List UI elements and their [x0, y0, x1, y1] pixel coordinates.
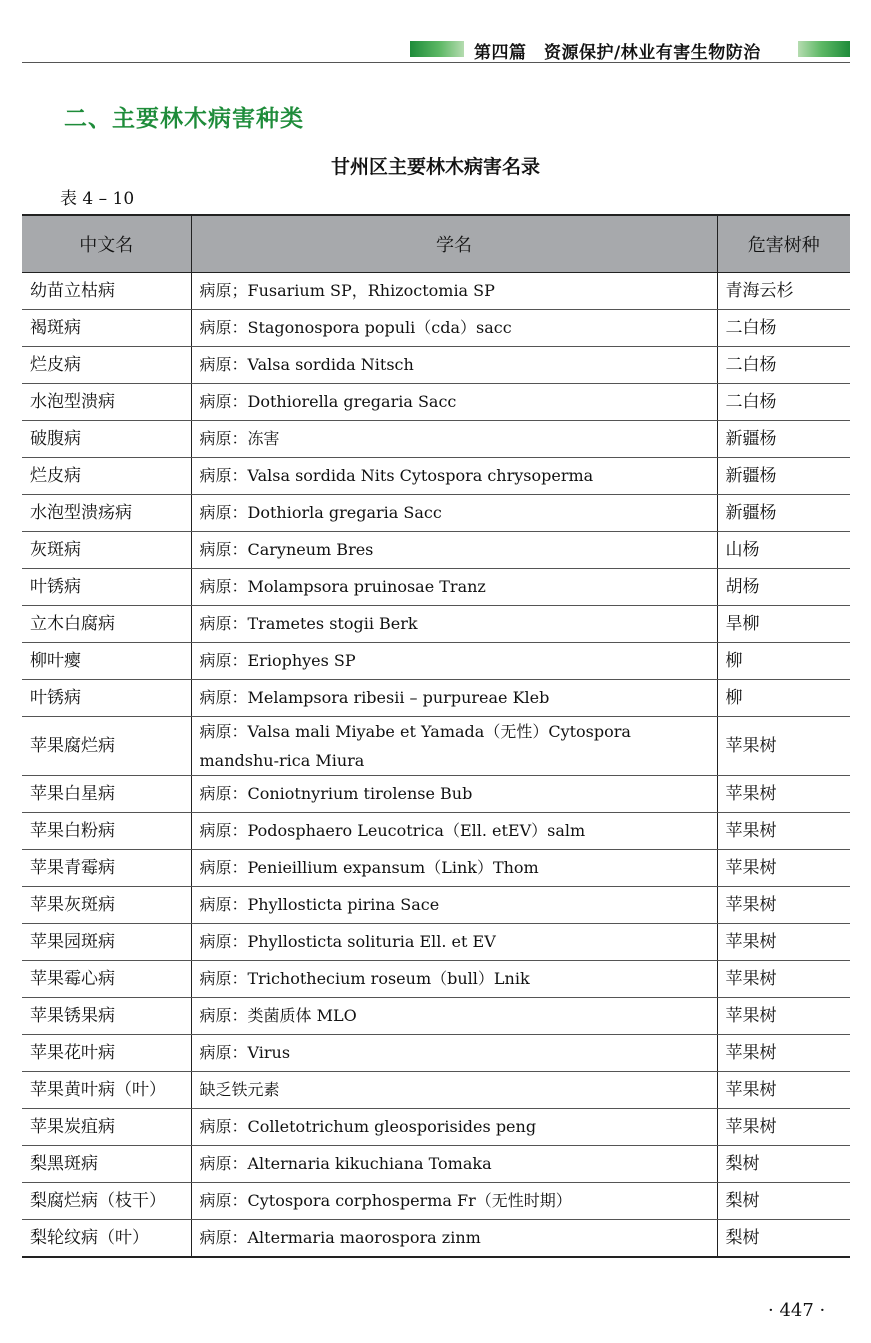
cell-host-tree: 梨树: [717, 1146, 850, 1183]
cell-scientific-name: 病原：Coniotnyrium tirolense Bub: [191, 776, 717, 813]
cell-scientific-name: 病原：Stagonospora populi（cda）sacc: [191, 310, 717, 347]
table-body: [22, 273, 850, 1257]
cell-host-tree: 柳: [717, 680, 850, 717]
cell-host-tree: 苹果树: [717, 961, 850, 998]
cell-scientific-name: 病原：Dothiorla gregaria Sacc: [191, 495, 717, 532]
cell-host-tree: 旱柳: [717, 606, 850, 643]
disease-table: [22, 214, 850, 1258]
cell-host-tree: 苹果树: [717, 1035, 850, 1072]
running-header: [22, 38, 850, 63]
table-row: [22, 887, 850, 924]
cell-host-tree: 青海云杉: [717, 273, 850, 310]
header-decor-bar-left: [410, 41, 464, 57]
table-row: [22, 717, 850, 776]
cell-chinese-name: 苹果腐烂病: [22, 717, 191, 776]
cell-host-tree: 二白杨: [717, 384, 850, 421]
cell-scientific-name: 病原：Melampsora ribesii – purpureae Kleb: [191, 680, 717, 717]
cell-chinese-name: 破腹病: [22, 421, 191, 458]
page-number: · 447 ·: [768, 1300, 826, 1321]
table-row: [22, 606, 850, 643]
running-header-text: 第四篇 资源保护/林业有害生物防治: [474, 43, 761, 63]
cell-host-tree: 苹果树: [717, 776, 850, 813]
table-number: 表 4 – 10: [60, 189, 135, 209]
cell-scientific-name: 病原：Eriophyes SP: [191, 643, 717, 680]
table-header-row: [22, 215, 850, 273]
table-row: [22, 961, 850, 998]
cell-chinese-name: 苹果白星病: [22, 776, 191, 813]
cell-host-tree: 苹果树: [717, 813, 850, 850]
cell-host-tree: 二白杨: [717, 347, 850, 384]
cell-chinese-name: 烂皮病: [22, 347, 191, 384]
cell-scientific-name: 病原：类菌质体 MLO: [191, 998, 717, 1035]
cell-chinese-name: 苹果白粉病: [22, 813, 191, 850]
cell-host-tree: 苹果树: [717, 924, 850, 961]
cell-host-tree: 柳: [717, 643, 850, 680]
table-row: [22, 421, 850, 458]
cell-chinese-name: 幼苗立枯病: [22, 273, 191, 310]
cell-host-tree: 新疆杨: [717, 495, 850, 532]
table-row: [22, 924, 850, 961]
cell-scientific-name: 病原：Phyllosticta pirina Sace: [191, 887, 717, 924]
cell-chinese-name: 叶锈病: [22, 569, 191, 606]
cell-scientific-name: 病原：Valsa sordida Nits Cytospora chrysoperma: [191, 458, 717, 495]
cell-host-tree: 梨树: [717, 1183, 850, 1220]
cell-host-tree: 苹果树: [717, 998, 850, 1035]
cell-scientific-name: 病原：Valsa sordida Nitsch: [191, 347, 717, 384]
cell-host-tree: 苹果树: [717, 887, 850, 924]
cell-chinese-name: 叶锈病: [22, 680, 191, 717]
table-row: [22, 384, 850, 421]
cell-host-tree: 苹果树: [717, 850, 850, 887]
cell-host-tree: 二白杨: [717, 310, 850, 347]
cell-scientific-name: 病原：Valsa mali Miyabe et Yamada（无性）Cytospora mandshu-rica Miura: [191, 717, 717, 776]
cell-chinese-name: 梨黑斑病: [22, 1146, 191, 1183]
cell-host-tree: 苹果树: [717, 717, 850, 776]
cell-chinese-name: 苹果锈果病: [22, 998, 191, 1035]
table-row: [22, 347, 850, 384]
column-header-host-tree: 危害树种: [717, 215, 850, 273]
cell-scientific-name: 病原：Virus: [191, 1035, 717, 1072]
cell-host-tree: 苹果树: [717, 1109, 850, 1146]
cell-chinese-name: 苹果花叶病: [22, 1035, 191, 1072]
cell-scientific-name: 病原：Colletotrichum gleosporisides peng: [191, 1109, 717, 1146]
cell-scientific-name: 病原：Penieillium expansum（Link）Thom: [191, 850, 717, 887]
cell-chinese-name: 立木白腐病: [22, 606, 191, 643]
cell-scientific-name: 病原：Phyllosticta solituria Ell. et EV: [191, 924, 717, 961]
header-decor-bar-right: [798, 41, 850, 57]
cell-chinese-name: 苹果黄叶病（叶）: [22, 1072, 191, 1109]
cell-chinese-name: 苹果霉心病: [22, 961, 191, 998]
cell-chinese-name: 烂皮病: [22, 458, 191, 495]
cell-chinese-name: 灰斑病: [22, 532, 191, 569]
cell-scientific-name: 病原：Podosphaero Leucotrica（Ell. etEV）salm: [191, 813, 717, 850]
table-row: [22, 998, 850, 1035]
cell-scientific-name: 病原：Dothiorella gregaria Sacc: [191, 384, 717, 421]
table-row: [22, 813, 850, 850]
cell-scientific-name: 病原：Caryneum Bres: [191, 532, 717, 569]
column-header-chinese-name: 中文名: [22, 215, 191, 273]
table-row: [22, 643, 850, 680]
cell-host-tree: 山杨: [717, 532, 850, 569]
cell-scientific-name: 病原：Alternaria kikuchiana Tomaka: [191, 1146, 717, 1183]
table-title: 甘州区主要林木病害名录: [330, 156, 540, 178]
cell-host-tree: 新疆杨: [717, 421, 850, 458]
table-row: [22, 1146, 850, 1183]
cell-chinese-name: 梨轮纹病（叶）: [22, 1220, 191, 1257]
table-row: [22, 850, 850, 887]
table-row: [22, 1072, 850, 1109]
cell-chinese-name: 苹果灰斑病: [22, 887, 191, 924]
table-row: [22, 776, 850, 813]
cell-chinese-name: 苹果青霉病: [22, 850, 191, 887]
cell-chinese-name: 褐斑病: [22, 310, 191, 347]
table-row: [22, 532, 850, 569]
section-title: 二、主要林木病害种类: [64, 106, 304, 132]
cell-host-tree: 苹果树: [717, 1072, 850, 1109]
cell-chinese-name: 苹果炭疽病: [22, 1109, 191, 1146]
cell-chinese-name: 苹果园斑病: [22, 924, 191, 961]
column-header-scientific-name: 学名: [191, 215, 717, 273]
table-row: [22, 458, 850, 495]
cell-scientific-name: 病原：Trametes stogii Berk: [191, 606, 717, 643]
cell-chinese-name: 柳叶瘿: [22, 643, 191, 680]
table-row: [22, 1183, 850, 1220]
cell-scientific-name: 缺乏铁元素: [191, 1072, 717, 1109]
cell-scientific-name: 病原；Fusarium SP，Rhizoctomia SP: [191, 273, 717, 310]
table-row: [22, 680, 850, 717]
table-row: [22, 1220, 850, 1257]
cell-scientific-name: 病原：冻害: [191, 421, 717, 458]
cell-host-tree: 胡杨: [717, 569, 850, 606]
cell-host-tree: 梨树: [717, 1220, 850, 1257]
table-row: [22, 310, 850, 347]
cell-scientific-name: 病原：Altermaria maorospora zinm: [191, 1220, 717, 1257]
cell-scientific-name: 病原：Molampsora pruinosae Tranz: [191, 569, 717, 606]
cell-chinese-name: 水泡型溃病: [22, 384, 191, 421]
cell-chinese-name: 梨腐烂病（枝干）: [22, 1183, 191, 1220]
table-row: [22, 495, 850, 532]
table-row: [22, 1035, 850, 1072]
table-row: [22, 273, 850, 310]
cell-host-tree: 新疆杨: [717, 458, 850, 495]
cell-scientific-name: 病原：Cytospora corphosperma Fr（无性时期）: [191, 1183, 717, 1220]
table-row: [22, 569, 850, 606]
cell-chinese-name: 水泡型溃疡病: [22, 495, 191, 532]
cell-scientific-name: 病原：Trichothecium roseum（bull）Lnik: [191, 961, 717, 998]
table-row: [22, 1109, 850, 1146]
